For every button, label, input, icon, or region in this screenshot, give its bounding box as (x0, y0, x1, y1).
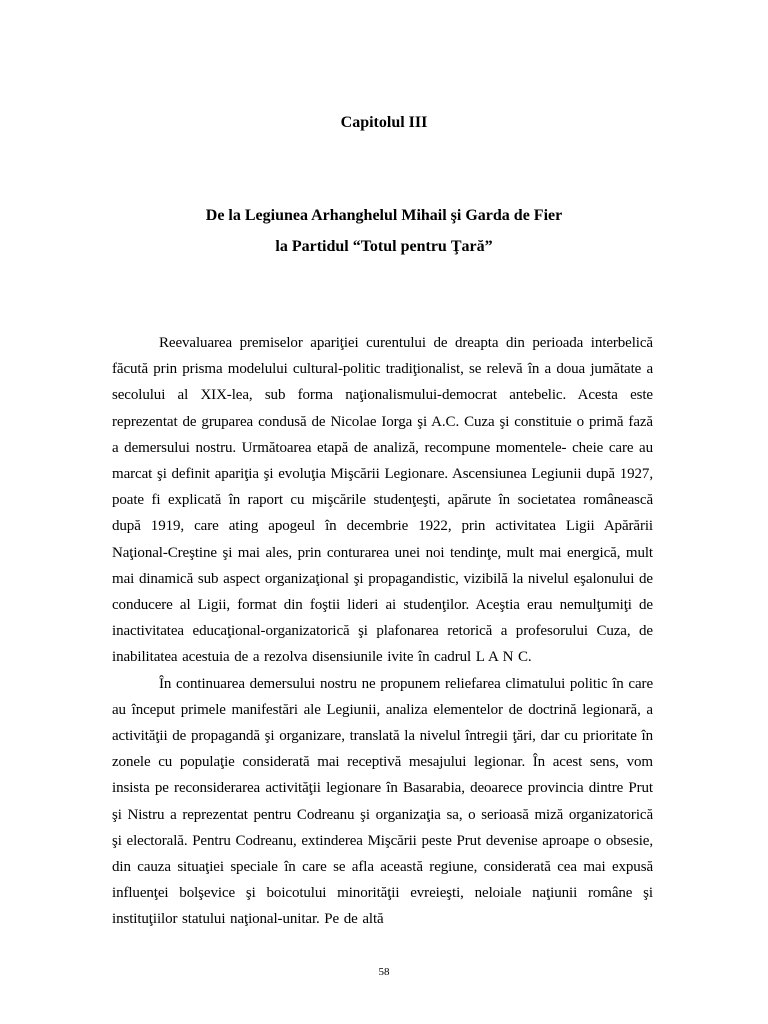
chapter-title (0, 200, 768, 262)
chapter-heading: Capitolul III (340, 114, 428, 131)
paragraph-1: Reevaluarea premiselor apariţiei curentului de dreapta din perioada interbelică făcută prin prisma modelului cultural-politic tradiţionalist, se relevă în a doua jumătate a secolului al XIX-lea, sub forma naţionalismului-democrat antebelic. Acesta este reprezentat de gruparea condusă de Nicolae Iorga şi A.C. Cuza şi constituie o primă fază a demersului nostru. Următoarea etapă de analiză, recompune momentele- cheie care au marcat şi definit apariţia şi evoluţia Mişcării Legionare. Ascensiunea Legiunii după 1927, poate fi explicată în raport cu mişcările studenţeşti, apărute în societatea românească după 1919, care ating apogeul în decembrie 1922, prin activitatea Ligii Apărării Naţional-Creştine şi mai ales, prin conturarea unei noi tendinţe, mult mai energică, mult mai dinamică sub aspect organizaţional şi propagandistic, vizibilă la nivelul eşalonului de conducere al Ligii, format din foştii lideri ai studenţilor. Aceştia erau nemulţumiţi de inactivitatea educaţional-organizatorică şi plafonarea retorică a profesorului Cuza, de inabilitatea acestuia de a rezolva disensiunile ivite în cadrul L A N C. (112, 335, 653, 666)
body-text (112, 330, 653, 933)
chapter-title-line-1: De la Legiunea Arhanghelul Mihail şi Garda de Fier (205, 207, 563, 224)
paragraph-2: În continuarea demersului nostru ne propunem reliefarea climatului politic în care au început primele manifestări ale Legiunii, analiza elementelor de doctrină legionară, a activităţii de propagandă şi organizare, translată la nivelul întregii ţări, dar cu prioritate în zonele cu populaţie considerată mai receptivă mesajului legionar. În acest sens, vom insista pe reconsiderarea activităţii legionare în Basarabia, deoarece provincia dintre Prut şi Nistru a reprezentat pentru Codreanu şi organizaţia sa, o serioasă miză organizatorică şi electorală. Pentru Codreanu, extinderea Mişcării peste Prut devenise aproape o obsesie, din cauza situaţiei speciale în care se afla această regiune, considerată cea mai expusă influenţei bolşevice şi boicotului minorităţii evreieşti, neloiale naţiunii române şi instituţiilor statului naţional-unitar. Pe de altă (112, 675, 653, 928)
chapter-title-line-2: la Partidul “Totul pentru Ţară” (275, 238, 493, 255)
page-number: 58 (378, 966, 390, 978)
